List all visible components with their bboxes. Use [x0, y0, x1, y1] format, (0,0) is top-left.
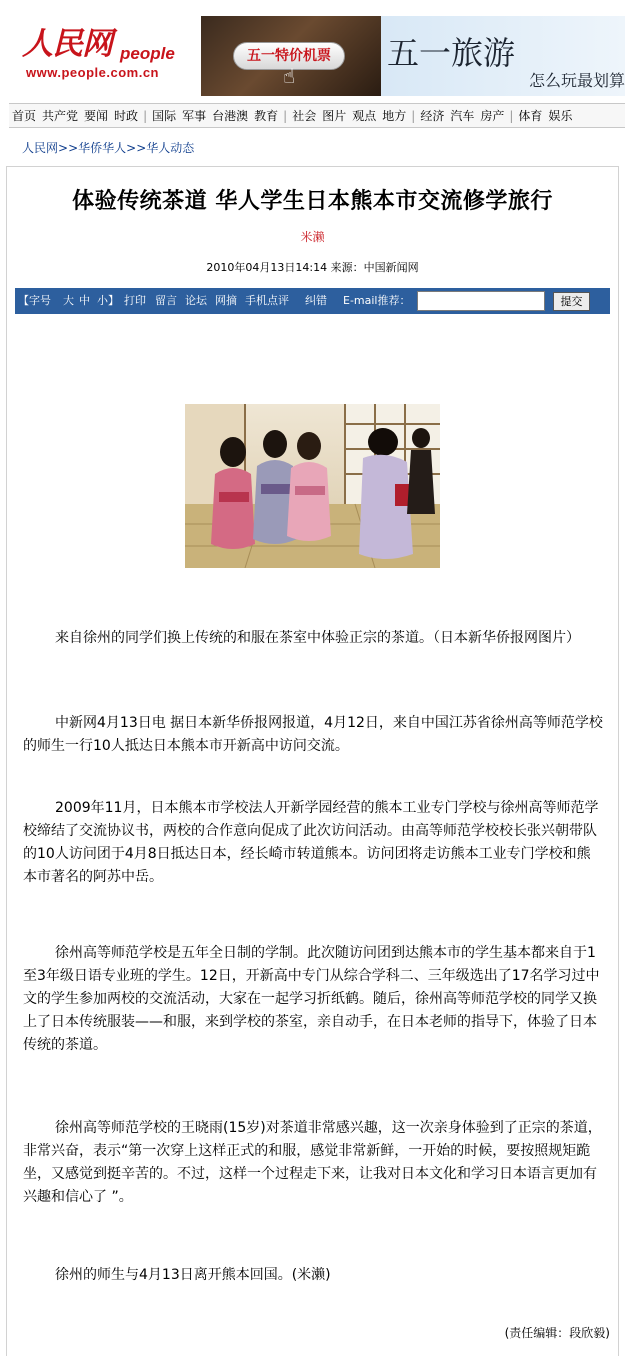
- correction-link[interactable]: 纠错: [305, 294, 327, 307]
- breadcrumb-separator: >>: [126, 141, 147, 155]
- logo-english: people: [120, 44, 175, 63]
- nav-item[interactable]: 娱乐: [548, 109, 573, 123]
- nav-item[interactable]: 房产: [480, 109, 505, 123]
- print-link[interactable]: 打印: [124, 294, 146, 307]
- breadcrumb-link[interactable]: 人民网: [22, 141, 59, 155]
- ad-travel-title: 五一旅游: [387, 34, 516, 72]
- article-meta: 2010年04月13日14:14 来源：中国新闻网: [206, 261, 419, 274]
- excerpt-link[interactable]: 网摘: [215, 294, 237, 307]
- nav-item[interactable]: 共产党: [42, 109, 79, 123]
- tea-ceremony-photo: [185, 404, 440, 568]
- nav-item[interactable]: 汽车: [450, 109, 475, 123]
- responsible-editor: (责任编辑：段欣毅): [504, 1326, 610, 1340]
- nav-item[interactable]: 国际: [152, 109, 177, 123]
- nav-item[interactable]: 教育: [254, 109, 279, 123]
- hand-cursor-icon: ☝: [283, 64, 296, 88]
- breadcrumb: [22, 139, 194, 156]
- article-photo: [185, 404, 440, 568]
- submit-button[interactable]: 提交: [553, 292, 590, 311]
- main-nav: [9, 103, 625, 128]
- comment-link[interactable]: 留言: [155, 294, 177, 307]
- nav-item[interactable]: 图片: [322, 109, 347, 123]
- nav-item[interactable]: 时政: [114, 109, 139, 123]
- nav-item[interactable]: 经济: [420, 109, 445, 123]
- nav-separator: |: [143, 109, 148, 123]
- font-size-small[interactable]: 小】: [97, 294, 119, 307]
- mobile-comment-link[interactable]: 手机点评: [245, 294, 289, 307]
- photo-caption: 来自徐州的同学们换上传统的和服在茶室中体验正宗的茶道。（日本新华侨报网图片）: [55, 630, 580, 646]
- ad-flight-button[interactable]: 五一特价机票: [233, 42, 345, 70]
- nav-item[interactable]: 社会: [292, 109, 317, 123]
- font-size-medium[interactable]: 中: [79, 294, 90, 307]
- nav-separator: |: [283, 109, 288, 123]
- ad-travel-subtitle: 怎么玩最划算: [529, 71, 625, 90]
- nav-separator: |: [411, 109, 416, 123]
- nav-item[interactable]: 观点: [352, 109, 377, 123]
- article-paragraph: 徐州高等师范学校是五年全日制的学制。此次随访问团到达熊本市的学生基本都来自于1至3年级日语专业班的学生。12日，开新高中专门从综合学科二、三年级选出了17名学习过中文的学生参加两校的交流活动，大家在一起学习折纸鹤。随后，徐州高等师范学校的同学又换上了日本传统服装——和服，来到学校的茶室，亲自动手，在日本老师的指导下，体验了日本传统的茶道。: [23, 945, 600, 1053]
- font-size-label: 【字号: [18, 294, 51, 307]
- logo-url: www.people.com.cn: [26, 65, 159, 80]
- nav-item[interactable]: 台港澳: [212, 109, 249, 123]
- article-paragraph: 2009年11月，日本熊本市学校法人开新学园经营的熊本工业专门学校与徐州高等师范学校缔结了交流协议书，两校的合作意向促成了此次访问活动。由高等师范学校校长张兴朝带队的10人访问团于4月8日抵达日本，经长崎市转道熊本。访问团将走访熊本工业专门学校和熊本市著名的阿苏中岳。: [23, 800, 599, 885]
- nav-item[interactable]: 体育: [518, 109, 543, 123]
- logo-chinese: 人民网: [22, 26, 112, 62]
- email-input[interactable]: [417, 291, 545, 311]
- ad-flight-panel: [201, 16, 381, 96]
- article-paragraph: 徐州的师生与4月13日离开熊本回国。(米濑): [55, 1267, 331, 1283]
- article-author: 米濑: [300, 230, 325, 244]
- site-header: [0, 0, 625, 100]
- nav-separator: |: [509, 109, 514, 123]
- nav-item[interactable]: 军事: [182, 109, 207, 123]
- ad-banner[interactable]: [201, 16, 625, 96]
- forum-link[interactable]: 论坛: [185, 294, 207, 307]
- nav-item[interactable]: 要闻: [84, 109, 109, 123]
- article-paragraph: 中新网4月13日电 据日本新华侨报网报道，4月12日，来自中国江苏省徐州高等师范学校的师生一行10人抵达日本熊本市开新高中访问交流。: [23, 715, 603, 754]
- nav-item[interactable]: 地方: [382, 109, 407, 123]
- people-logo[interactable]: [22, 18, 187, 90]
- article-toolbar: [15, 288, 610, 314]
- ad-travel-panel: [381, 16, 625, 96]
- breadcrumb-link[interactable]: 华侨华人: [78, 141, 127, 155]
- nav-item[interactable]: 首页: [12, 109, 37, 123]
- font-size-large[interactable]: 大: [63, 294, 74, 307]
- article-title: 体验传统茶道 华人学生日本熊本市交流修学旅行: [72, 189, 553, 214]
- breadcrumb-separator: >>: [58, 141, 79, 155]
- article-paragraph: 徐州高等师范学校的王晓雨(15岁)对茶道非常感兴趣，这一次亲身体验到了正宗的茶道，非常兴奋，表示“第一次穿上这样正式的和服，感觉非常新鲜，一开始的时候，要按照规矩跪坐，又感觉到挺辛苦的。不过，这样一个过程走下来，让我对日本文化和学习日本语言更加有兴趣和信心了 ”。: [23, 1120, 602, 1205]
- breadcrumb-link[interactable]: 华人动态: [146, 141, 195, 155]
- email-label: E-mail推荐：: [343, 294, 411, 307]
